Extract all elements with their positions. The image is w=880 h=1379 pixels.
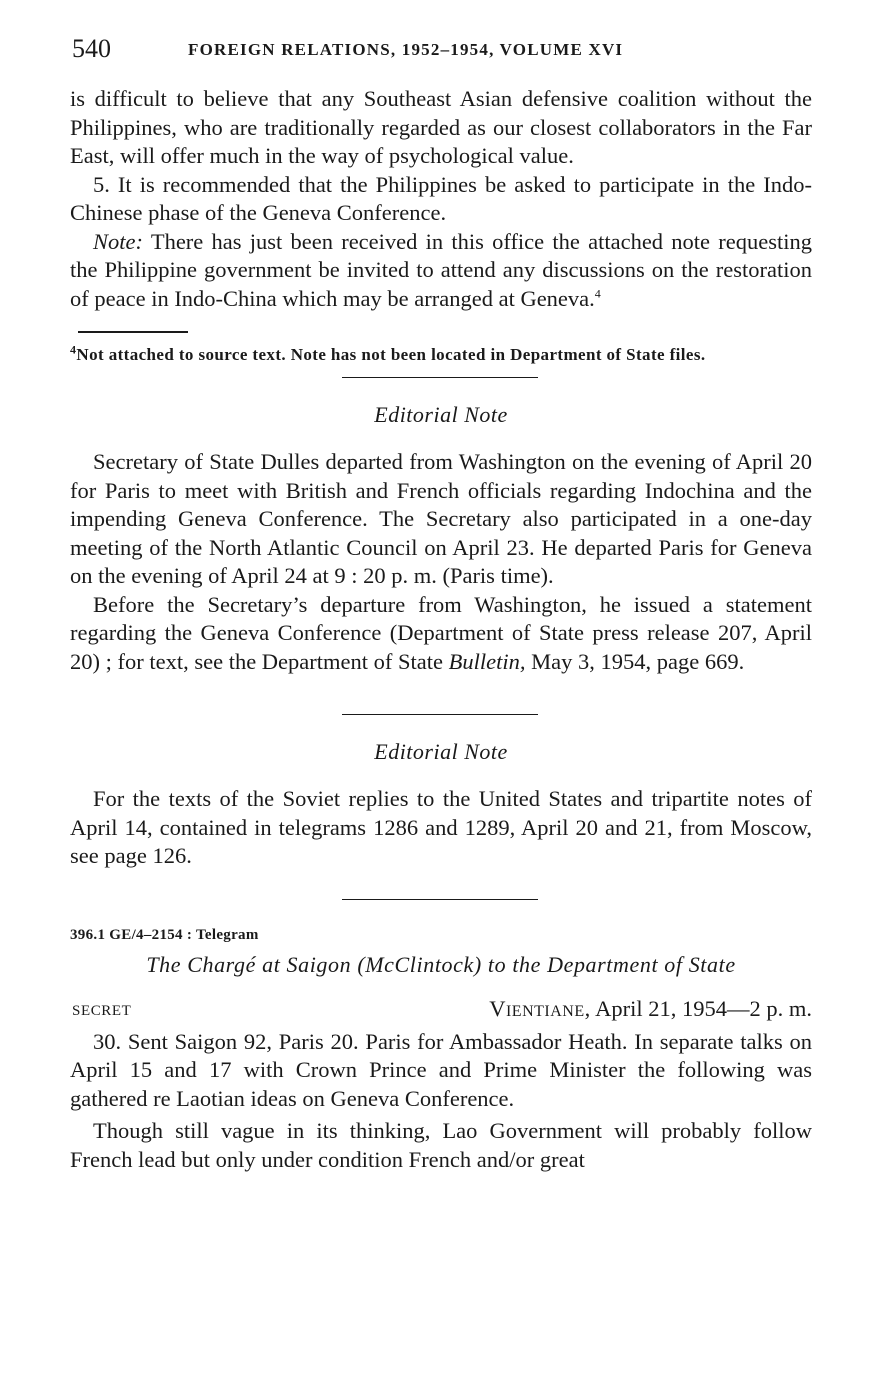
page-number: 540 [72,34,111,63]
classification-line [70,996,812,1026]
body-paragraph-2: 5. It is recommended that the Philippines be asked to participate in the Indo-Chinese phase of the Geneva Conference. [70,171,812,225]
telegram-paragraph-1: 30. Sent Saigon 92, Paris 20. Paris for Ambassador Heath. In separate talks on April 15 and 17 with Crown Prince and Prime Minister the following was gathered re Laotian ideas on Geneva Conference. [70,1028,812,1111]
bulletin-title: Bulletin, [448,648,526,674]
editorial-note-1-paragraph-2-tail: May 3, 1954, page 669. [525,648,745,674]
running-head [70,30,812,66]
note-label: Note: [93,228,143,254]
telegram-paragraph-2: Though still vague in its thinking, Lao Government will probably follow French lead but only under condition French and/or great [70,1118,812,1172]
dateline-place: Vientiane, [489,995,591,1021]
footnote-reference: 4 [594,286,601,300]
document-file-number: 396.1 GE/4–2154 : Telegram [70,926,259,943]
section-divider-1 [342,377,538,378]
editorial-note-1-paragraph-2 [70,591,812,677]
section-divider-3 [342,899,538,900]
section-divider-2 [342,714,538,715]
dateline [489,996,812,1022]
footnote-mark: 4 [70,342,77,357]
editorial-note-heading-1: Editorial Note [374,402,508,427]
classification-label: SECRET [72,1002,132,1019]
editorial-note-heading-2: Editorial Note [374,739,508,764]
dateline-date: April 21, 1954—2 p. m. [590,995,812,1021]
body-paragraph-note [70,228,812,314]
document-page [70,30,812,1174]
footnote-rule [78,331,188,333]
editorial-note-1-paragraph-1: Secretary of State Dulles departed from Washington on the evening of April 20 for Paris to meet with British and French officials regarding Indochina and the impending Geneva Conference. The Secretary also participated in a one-day meeting of the North Atlantic Council on April 23. He departed Paris for Geneva on the evening of April 24 at 9 : 20 p. m. (Paris time). [70,449,812,588]
footnote [70,342,812,365]
editorial-note-2-paragraph-1: For the texts of the Soviet replies to the United States and tripartite notes of April 14, contained in telegrams 1286 and 1289, April 20 and 21, from Moscow, see page 126. [70,786,812,868]
footnote-text: Not attached to source text. Note has not been located in Department of State files. [76,345,706,364]
document-title: The Chargé at Saigon (McClintock) to the Department of State [146,951,736,977]
series-title: FOREIGN RELATIONS, 1952–1954, VOLUME XVI [188,40,624,59]
note-text: There has just been received in this office the attached note requesting the Philippine government be invited to attend any discussions on the restoration of peace in Indo-China which may be arranged at Geneva. [70,228,812,311]
body-paragraph-1: is difficult to believe that any Southeast Asian defensive coalition without the Philippines, who are traditionally regarded as our closest collaborators in the Far East, will offer much in the way of psychological value. [70,86,812,168]
editorial-note-1-paragraph-2-text: Before the Secretary’s departure from Washington, he issued a statement regarding the Geneva Conference (Department of State press release 207, April 20) ; for text, see the Department of State [70,591,812,674]
